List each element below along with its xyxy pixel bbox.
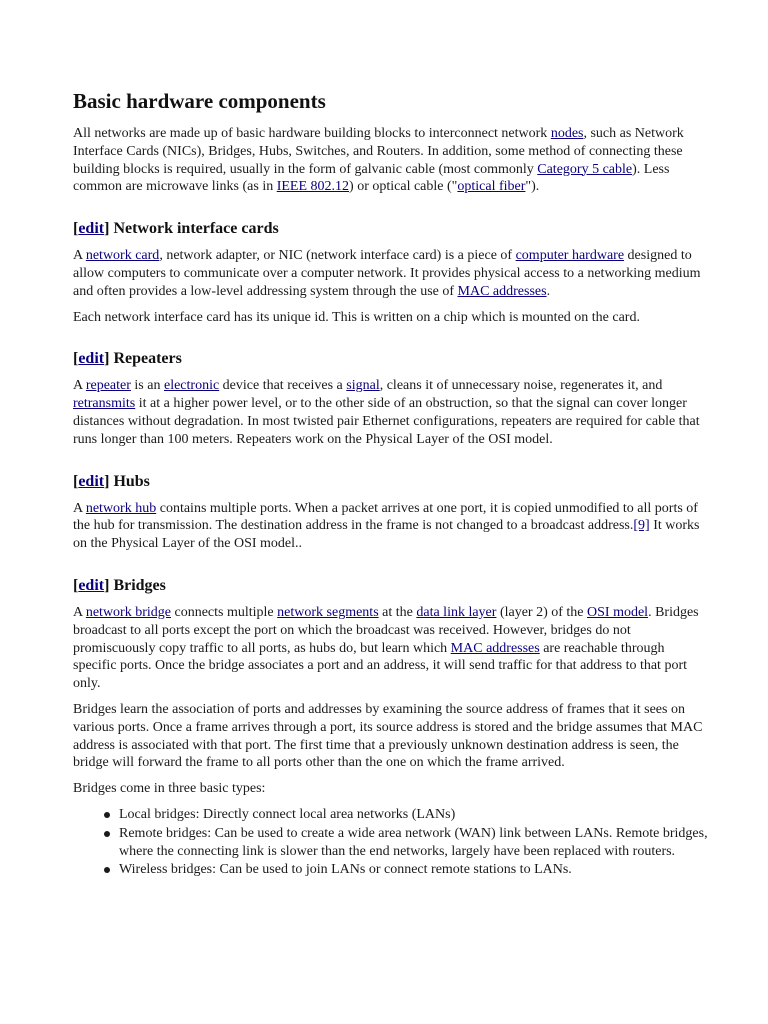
intro-paragraph [73, 125, 708, 196]
nic-text-3: designed to allow computers to communicate over a computer network. It provides physical access to a networking medium and often provides a low-level addressing system through the use of [73, 248, 701, 299]
bridges-text-2: connects multiple [171, 604, 278, 620]
bracket-close: ] [104, 576, 110, 594]
link-electronic[interactable]: electronic [163, 378, 220, 394]
heading-text-bridges: Bridges [113, 576, 166, 594]
intro-text-2: , such as Network Interface Cards (NICs), Bridges, Hubs, Switches, and Routers. In addition, some method of connecting these building blocks is required, usually in the form of galvanic cable (most commonly [73, 126, 684, 177]
nic-paragraph-1 [73, 247, 708, 300]
list-item [119, 806, 708, 824]
bridges-paragraph-2: Bridges learn the association of ports and addresses by examining the source address of frames that it sees on various ports. Once a frame arrives through a port, its source address is stored and the bridge assumes that MAC address is associated with that port. The first time that a previously unknown destination address is seen, the bridge will forward the frame to all ports other than the one on which the frame arrived. [73, 701, 703, 771]
repeaters-text-2: is an [130, 378, 164, 394]
bullet-icon [104, 867, 110, 873]
bracket-close: ] [104, 220, 110, 238]
bracket-close: ] [104, 350, 110, 368]
edit-link-repeaters[interactable]: edit [78, 350, 105, 368]
bridges-text-3: at the [378, 604, 417, 620]
edit-link-nic[interactable]: edit [78, 220, 105, 238]
citation-link-9[interactable]: [9] [633, 518, 650, 534]
bridges-paragraph-3: Bridges come in three basic types: [73, 781, 266, 797]
repeaters-paragraph-1 [73, 377, 708, 448]
nic-text-4: . [546, 283, 551, 299]
nic-text-2: , network adapter, or NIC (network interface card) is a piece of [159, 248, 516, 264]
link-repeater[interactable]: repeater [85, 378, 131, 394]
link-optical-fiber[interactable]: optical fiber [457, 179, 526, 195]
repeaters-text-1: A [73, 378, 86, 394]
link-data-link-layer[interactable]: data link layer [416, 604, 497, 620]
section-repeaters [73, 349, 708, 448]
link-network-card[interactable]: network card [85, 248, 160, 264]
list-item-text: Remote bridges: Can be used to create a wide area network (WAN) link between LANs. Remote bridges, where the connecting link is slower than the end networks, largely have been replaced with routers. [119, 825, 708, 859]
bullet-icon [104, 831, 110, 837]
intro-text-1: All networks are made up of basic hardware building blocks to interconnect network [73, 126, 551, 141]
link-osi-model[interactable]: OSI model [587, 604, 649, 620]
link-mac-addresses[interactable]: MAC addresses [457, 283, 547, 299]
section-network-interface-cards [73, 219, 708, 326]
heading-text-repeaters: Repeaters [113, 350, 182, 368]
bridge-types-list [73, 806, 708, 879]
section-heading-bridges [73, 576, 708, 596]
section-heading-nic [73, 219, 708, 239]
intro-text-4: ) or optical cable (" [349, 179, 458, 195]
repeaters-text-4: , cleans it of unnecessary noise, regenerates it, and [379, 378, 663, 394]
repeaters-text-3: device that receives a [219, 378, 347, 394]
bracket-close: ] [104, 472, 110, 490]
section-hubs [73, 472, 708, 553]
section-heading-repeaters [73, 349, 708, 369]
bracket-open: [ [73, 472, 79, 490]
link-category-5-cable[interactable]: Category 5 cable [537, 161, 633, 177]
hubs-text-3: It works on the Physical Layer of the OSI model.. [73, 518, 700, 552]
bridges-text-5: . Bridges broadcast to all ports except the port on which the broadcast was received. However, bridges do not promiscuously copy traffic to all ports, as hubs do, but learn which [73, 604, 699, 656]
heading-text-nic: Network interface cards [113, 220, 279, 238]
link-signal[interactable]: signal [346, 378, 380, 394]
bridges-text-6: are reachable through specific ports. Once the bridge associates a port and an address, it will send traffic for that address to that port only. [73, 640, 687, 692]
section-heading-hubs [73, 472, 708, 492]
page-title: Basic hardware components [73, 89, 326, 113]
link-retransmits[interactable]: retransmits [73, 396, 136, 412]
heading-text-hubs: Hubs [113, 472, 150, 490]
hubs-text-1: A [73, 500, 86, 516]
bridges-text-1: A [73, 604, 86, 620]
nic-text-1: A [73, 248, 86, 264]
list-item [119, 861, 708, 879]
link-network-segments[interactable]: network segments [277, 604, 379, 620]
link-mac-addresses-bridges[interactable]: MAC addresses [450, 640, 540, 656]
list-item-text: Wireless bridges: Can be used to join LANs or connect remote stations to LANs. [119, 862, 572, 878]
list-item-text: Local bridges: Directly connect local area networks (LANs) [119, 806, 456, 822]
intro-text-3: ). Less common are microwave links (as in [73, 161, 670, 195]
bridges-paragraph-1 [73, 604, 708, 693]
intro-text-5: "). [525, 179, 540, 195]
bridges-text-4: (layer 2) of the [496, 604, 588, 620]
nic-paragraph-2: Each network interface card has its unique id. This is written on a chip which is mounted on the card. [73, 309, 640, 325]
link-ieee-802-12[interactable]: IEEE 802.12 [276, 179, 350, 195]
bracket-open: [ [73, 220, 79, 238]
hubs-paragraph-1 [73, 500, 708, 553]
link-network-bridge[interactable]: network bridge [85, 604, 171, 620]
edit-link-hubs[interactable]: edit [78, 472, 105, 490]
bracket-open: [ [73, 350, 79, 368]
bracket-open: [ [73, 576, 79, 594]
repeaters-text-5: it at a higher power level, or to the other side of an obstruction, so that the signal can cover longer distances without degradation. In most twisted pair Ethernet configurations, repeaters are required for cable that runs longer than 100 meters. Repeaters work on the Physical Layer of the OSI model. [73, 396, 700, 447]
edit-link-bridges[interactable]: edit [78, 576, 105, 594]
section-bridges [73, 576, 708, 879]
hubs-text-2: contains multiple ports. When a packet arrives at one port, it is copied unmodified to all ports of the hub for transmission. The destination address in the frame is not changed to a broadcast address. [73, 500, 698, 534]
bullet-icon [104, 812, 110, 818]
link-nodes[interactable]: nodes [550, 126, 584, 141]
link-network-hub[interactable]: network hub [85, 500, 157, 516]
link-computer-hardware[interactable]: computer hardware [515, 248, 625, 264]
list-item [119, 825, 708, 861]
